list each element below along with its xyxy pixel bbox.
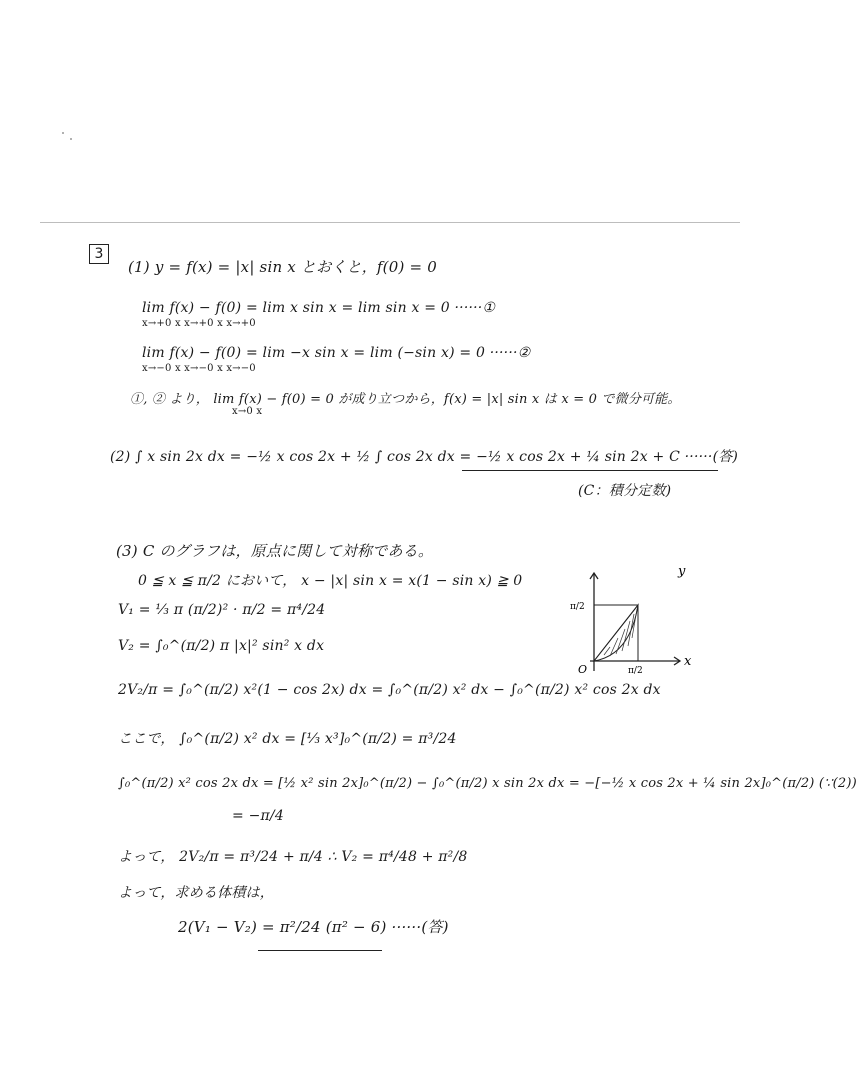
curve-y-x-sinx xyxy=(594,605,638,661)
scan-speck xyxy=(62,132,64,134)
part2-integral: (2) ∫ x sin 2x dx = −½ x cos 2x + ½ ∫ cos 2x dx = −½ x cos 2x + ¼ sin 2x + C ······(答) xyxy=(110,449,739,465)
region-graph xyxy=(560,565,700,675)
shaded-region xyxy=(604,609,637,656)
part2-constant-note: (C：積分定数) xyxy=(578,483,672,499)
part3-inequality: 0 ≦ x ≦ π/2 において， x − |x| sin x = x(1 − sin x) ≧ 0 xyxy=(138,573,523,589)
part3-integral-x2cos2x: ∫₀^(π/2) x² cos 2x dx = [½ x² sin 2x]₀^(π/2) − ∫₀^(π/2) x sin 2x dx = −[−½ x cos 2x + ¼ sin 2x]₀^(π/2) (∵(2)) xyxy=(118,776,857,791)
part3-final-answer: 2(V₁ − V₂) = π²/24 (π² − 6) ······(答) xyxy=(178,918,449,936)
y-axis-label: y xyxy=(678,564,686,579)
part3-volume-intro: よって，求める体積は， xyxy=(118,885,274,901)
part3-answer-underline xyxy=(258,950,382,951)
y-tick-label: π/2 xyxy=(570,602,585,612)
part1-left-limit-subscripts: x→−0 x x→−0 x x→−0 xyxy=(142,363,256,374)
part3-v2-result: よって， 2V₂/π = π³/24 + π/4 ∴ V₂ = π⁴/48 + π²/8 xyxy=(118,849,468,865)
part2-answer-underline xyxy=(462,470,718,471)
part3-2v2-over-pi: 2V₂/π = ∫₀^(π/2) x²(1 − cos 2x) dx = ∫₀^(π/2) x² dx − ∫₀^(π/2) x² cos 2x dx xyxy=(118,682,661,698)
part1-intro: (1) y = f(x) = |x| sin x とおくと，f(0) = 0 xyxy=(128,258,437,276)
x-tick-label: π/2 xyxy=(628,666,643,676)
part3-integral-x2: ここで， ∫₀^(π/2) x² dx = [⅓ x³]₀^(π/2) = π³/24 xyxy=(118,731,457,747)
part3-v2: V₂ = ∫₀^(π/2) π |x|² sin² x dx xyxy=(118,638,325,654)
part3-result-minus-pi-4: = −π/4 xyxy=(232,808,284,824)
origin-label: O xyxy=(578,663,588,676)
part1-right-limit-subscripts: x→+0 x x→+0 x x→+0 xyxy=(142,318,256,329)
part1-left-limit: lim f(x) − f(0) = lim −x sin x = lim (−sin x) = 0 ······② xyxy=(142,345,531,361)
part1-right-limit: lim f(x) − f(0) = lim x sin x = lim sin x = 0 ······① xyxy=(142,300,496,316)
part3-symmetry: (3) C のグラフは，原点に関して対称である。 xyxy=(116,542,434,560)
part1-conclusion-subscripts: x→0 x xyxy=(232,406,263,417)
scan-speck xyxy=(70,138,72,140)
part3-v1: V₁ = ⅓ π (π/2)² · π/2 = π⁴/24 xyxy=(118,602,326,618)
separator-line xyxy=(40,222,740,223)
x-axis-label: x xyxy=(684,654,692,669)
problem-number-box: 3 xyxy=(89,244,109,264)
part1-conclusion: ①, ② より， lim f(x) − f(0) = 0 が成り立つから，f(x) = |x| sin x は x = 0 で微分可能。 xyxy=(130,392,681,407)
